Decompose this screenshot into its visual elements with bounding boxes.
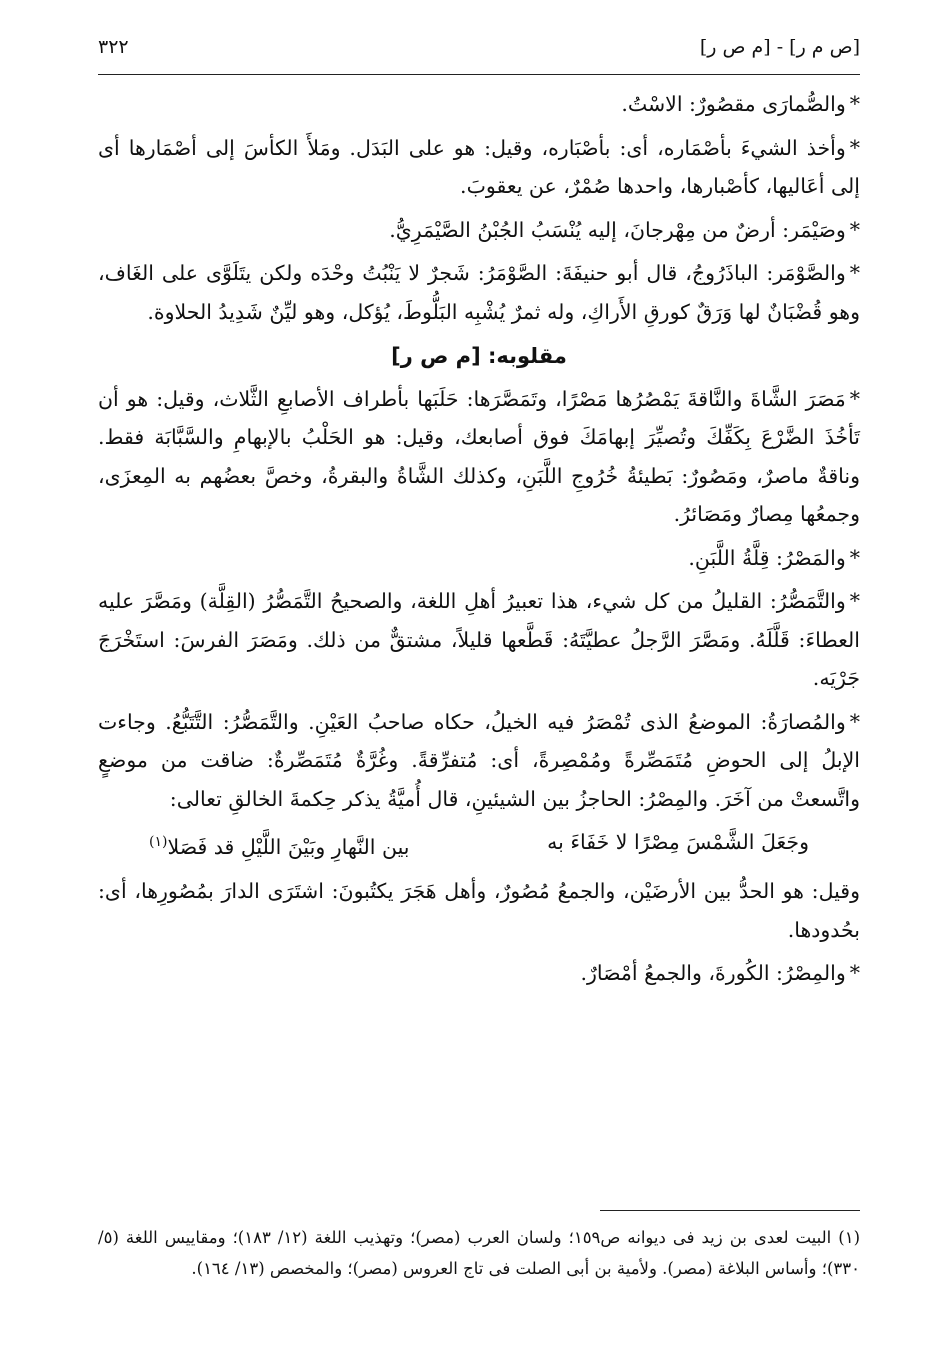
entry-text: وقيل: هو الحدُّ بين الأرضَيْن، والجمعُ مُصُورٌ، وأهل هَجَرَ يكتُبونَ: اشتَرَى الدارَ بمُصُورِها، أى: بحُدودها.	[98, 879, 860, 942]
entry-marker: *	[849, 135, 860, 160]
page-header	[98, 30, 860, 75]
section-subheading: مقلوبه: [م ص ر]	[391, 344, 567, 368]
entry-paragraph	[98, 254, 860, 331]
verse-second-hemistich	[149, 823, 409, 866]
entry-text: والصَّوْمَر: الباذَرُوجُ، قال أبو حنيفَةَ: الصَّوْمَرُ: شَجرٌ لا يَنْبُتُ وحْدَه ولكن يتَلَوَّى على الغَاف، وهو قُضْبَانٌ لها وَرَقٌ كورقِ الأَراكِ، وله ثمرٌ يُشْبِه البَلُّوطَ، يُؤكل، وهو ليِّنٌ شَدِيدُ الحلاوة.	[98, 261, 860, 324]
footnote-divider	[600, 1210, 860, 1211]
entry-paragraph	[98, 380, 860, 534]
entry-paragraph	[98, 872, 860, 949]
entry-text: والتَّمَصُّرُ: القليلُ من كل شيء، هذا تعبيرُ أهلِ اللغة، والصحيحُ التَّمَصُّرُ (القِلَّة) ومَصَّرَ عليه العطاءَ: قَلَّلَهُ. ومَصَّرَ الرَّجلُ عطيَّتَهُ: قَطَّعها قليلاً، مشتقٌّ من ذلك. ومَصَرَ الفرسَ: استَخْرَجَ جَرْيَه.	[98, 589, 860, 690]
verse-first-hemistich: وجَعَلَ الشَّمْسَ مِصْرًا لا خَفَاءَ به	[547, 830, 809, 854]
entry-text: والمَصْرُ: قِلَّةُ اللَّبَنِ.	[688, 545, 846, 570]
entry-paragraph	[98, 954, 860, 993]
entry-paragraph	[98, 129, 860, 206]
footnote-reference: (١)	[149, 834, 168, 850]
page-number: ٣٢٢	[98, 36, 129, 58]
entry-paragraph	[98, 582, 860, 698]
footnotes	[98, 1222, 860, 1284]
entry-paragraph	[98, 85, 860, 124]
entry-paragraph	[98, 703, 860, 819]
main-text	[98, 85, 860, 993]
entry-text: والمِصْرُ: الكُورةَ، والجمعُ أمْصَارٌ.	[580, 961, 846, 986]
running-head: [ص م ر] - [م ص ر]	[699, 36, 860, 58]
entry-marker: *	[849, 386, 860, 411]
entry-marker: *	[849, 545, 860, 570]
entry-text: والمُصارَةُ: الموضعُ الذى تُمْصَرُ فيه الخيلُ، حكاه صاحبُ العَيْنِ. والتَّمَصُّرُ: التَّتَبُّعُ. وجاءت الإبلُ إلى الحوضِ مُتَمَصِّرةً ومُمْصِرةً، أى: مُتفرِّقةً. وغُرَّةٌ مُتَمَصِّرةٌ: ضاقت من موضعٍ واتَّسعتْ من آخَرَ. والمِصْرُ: الحاجزُ بين الشيئينِ، قال أُميَّةُ يذكر حِكمةَ الخالقِ تعالى:	[98, 709, 860, 811]
entry-text: وصَيْمَر: أرضٌ من مِهْرجانَ، إليه يُنْسَبُ الجُبْنُ الصَّيْمَرِيُّ.	[389, 217, 846, 242]
entry-marker: *	[849, 709, 860, 734]
entry-marker: *	[849, 589, 860, 613]
entry-text: وأخذ الشيءَ بأصْمَاره، أى: بأصْبَاره، وقيل: هو على البَدَل. ومَلأَ الكأسَ إلى أصْمَارها أى إلى أعَاليها، كأصْبارها، واحدها صُمْرٌ، عن يعقوبَ.	[98, 135, 860, 198]
entry-paragraph	[98, 211, 860, 250]
entry-text: والصُّمارَى مقصُورٌ: الاسْتُ.	[621, 92, 846, 116]
poetry-verse	[149, 823, 809, 866]
entry-marker: *	[849, 961, 860, 986]
verse-second-text: بين النَّهارِ وبَيْنَ اللَّيْلِ قد فَصَلا	[167, 834, 410, 859]
footnote: (١) البيت لعدى بن زيد فى ديوانه ص١٥٩؛ ولسان العرب (مصر)؛ وتهذيب اللغة (١٢/ ١٨٣)؛ ومقاييس اللغة (٥/ ٣٣٠)؛ وأساس البلاغة (مصر). ولأمية بن أبى الصلت فى تاج العروس (مصر)؛ والمخصص (١٣/ ١٦٤).	[98, 1228, 861, 1278]
entry-marker: *	[849, 92, 860, 116]
entry-marker: *	[849, 217, 860, 242]
entry-paragraph	[98, 539, 860, 578]
entry-marker: *	[849, 261, 860, 285]
entry-text: مَصَرَ الشَّاةَ والنَّاقةَ يَمْصُرُها مَصْرًا، وتَمَصَّرَها: حَلَبَها بأطراف الأصابعِ الثَّلاث، وقيل: هو أن تَأخُذَ الضَّرْعَ بِكَفِّكَ وتُصيِّرَ إبهامَكَ فوق أصابعك، وقيل: هو الحَلْبُ بالإبهامِ والسَّبَّابَة فقط. وناقةٌ ماصرٌ، ومَصُورٌ: بَطيئةُ خُرُوجِ اللَّبَنِ، وكذلك الشَّاةُ والبقرةُ، وخصَّ بعضُهم به المِعزَى، وجمعُها مِصارٌ ومَصَائرُ.	[98, 386, 860, 526]
